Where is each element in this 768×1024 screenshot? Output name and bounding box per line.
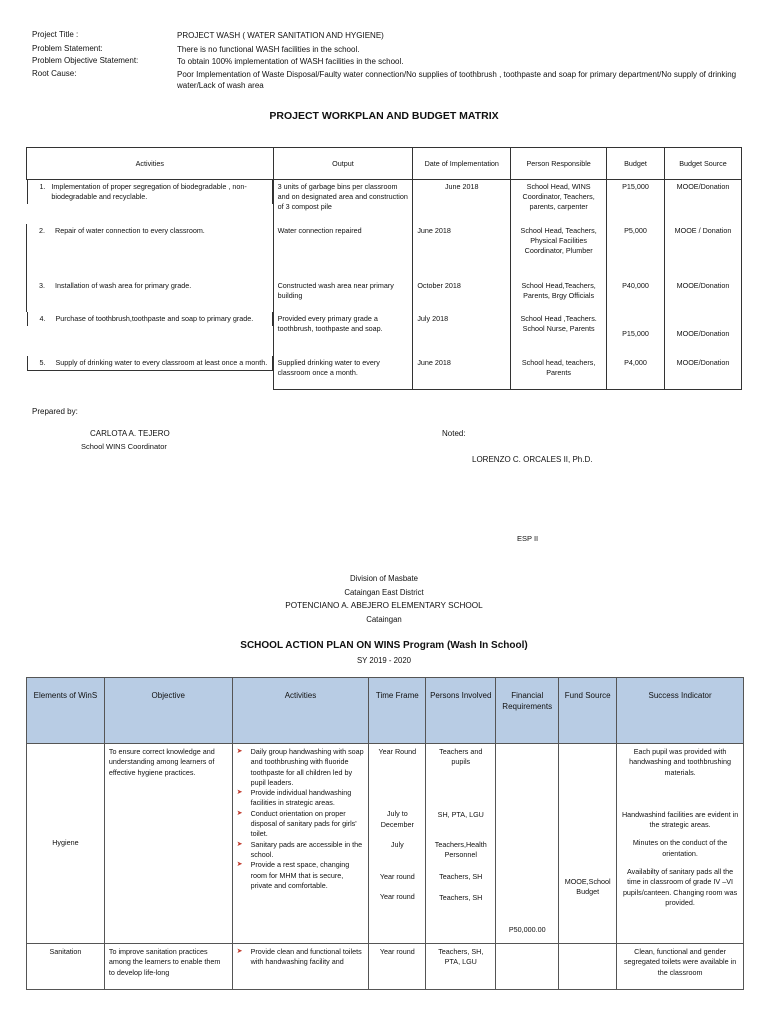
objective-statement-value: To obtain 100% implementation of WASH facilities in the school. [177, 57, 404, 66]
activity-text: Provide a rest space, changing room for MHM that is secure, private and comfortable. [250, 860, 350, 890]
hygiene-row [27, 744, 744, 944]
prepared-by-label: Prepared by: [32, 407, 78, 416]
budget-cell: P15,000 [607, 312, 665, 356]
activity-text: Supply of drinking water to every classroom at least once a month. [55, 357, 268, 367]
output-cell: Constructed wash area near primary building [273, 279, 413, 312]
district-line: Cataingan East District [344, 588, 424, 597]
financial-cell [496, 944, 559, 990]
row-number: 2. [39, 225, 45, 235]
budget-cell: P5,000 [607, 224, 665, 279]
date-cell: June 2018 [413, 356, 511, 390]
activity-text: Installation of wash area for primary grade. [55, 280, 192, 290]
preparer-name: CARLOTA A. TEJERO [90, 429, 170, 438]
indicator: Minutes on the conduct of the orientation. [632, 838, 728, 858]
output-cell: 3 units of garbage bins per classroom and on designated area and construction of 3 compost pile [273, 180, 413, 224]
date-cell: June 2018 [413, 224, 511, 279]
date-cell: July 2018 [413, 312, 511, 356]
col-activities: Activities [27, 148, 274, 180]
fund-source-cell [559, 944, 617, 990]
list-item [237, 947, 365, 968]
persons: Teachers,Health Personnel [434, 839, 487, 860]
noter-role: ESP II [517, 534, 539, 543]
time-frame-cell: Year round [369, 944, 426, 990]
col-date: Date of Implementation [413, 148, 511, 180]
date-cell: June 2018 [413, 180, 511, 224]
activity-cell [27, 356, 273, 371]
activity-text: Conduct orientation on proper disposal of sanitary pads for girls' toilet. [250, 808, 357, 839]
time-frame: July to December [380, 809, 414, 829]
time-frame: Year round [379, 872, 415, 882]
sanitation-row [27, 944, 744, 990]
col-activities: Activities [232, 678, 369, 744]
time-frame: Year Round [378, 747, 417, 756]
project-title-label: Project Title : [32, 30, 79, 39]
activity-text: Purchase of toothbrush,toothpaste and soap to primary grade. [55, 313, 254, 323]
activity-text: Implementation of proper segregation of biodegradable , non-biodegradable and recyclable. [51, 182, 247, 201]
budget-cell: P4,000 [607, 356, 665, 390]
persons-cell [426, 744, 496, 944]
project-title-value: PROJECT WASH ( WATER SANITATION AND HYGIENE) [177, 31, 384, 40]
workplan-title: PROJECT WORKPLAN AND BUDGET MATRIX [269, 110, 499, 122]
table-row [27, 180, 742, 224]
division-line: Division of Masbate [349, 574, 419, 583]
col-objective: Objective [104, 678, 232, 744]
col-output: Output [273, 148, 413, 180]
activity-cell [27, 224, 274, 279]
list-item [237, 788, 365, 809]
problem-statement-label: Problem Statement: [32, 44, 103, 53]
col-fund-source: Fund Source [559, 678, 617, 744]
activity-cell [27, 279, 274, 312]
problem-statement-value: There is no functional WASH facilities in the school. [177, 45, 360, 54]
date-cell: October 2018 [413, 279, 511, 312]
budget-cell: P40,000 [607, 279, 665, 312]
time-frame-cell [369, 744, 426, 944]
indicator-cell [617, 744, 744, 944]
source-cell: MOOE / Donation [665, 224, 742, 279]
action-plan-header-row [27, 678, 744, 744]
col-success-indicator: Success Indicator [617, 678, 744, 744]
source-cell: MOOE/Donation [665, 356, 742, 390]
activity-text: Provide clean and functional toilets with handwashing facility and [250, 947, 362, 967]
fund-source-cell: MOOE,School Budget [559, 744, 617, 944]
activity-text: Provide individual handwashing facilities in strategic areas. [250, 788, 352, 808]
person-cell: School head, teachers, Parents [511, 356, 607, 390]
activity-cell [27, 180, 273, 204]
indicator: Handwashind facilities are evident in the strategic areas. [621, 809, 739, 830]
indicator: Availabilty of sanitary pads all the time in classroom of grade IV –VI pupils/canteen. Changing room was provided. [622, 867, 738, 907]
col-budget: Budget [607, 148, 665, 180]
objective-cell: To improve sanitation practices among the learners to enable them to develop life-long [104, 944, 232, 990]
bullet-icon: ➤ [236, 861, 243, 869]
col-financial: Financial Requirements [496, 678, 559, 744]
source-cell: MOOE/Donation [665, 180, 742, 224]
col-time-frame: Time Frame [369, 678, 426, 744]
objective-cell: To ensure correct knowledge and understanding among learners of effective hygiene practices. [104, 744, 232, 944]
table-row [27, 279, 742, 312]
time-frame: July [390, 839, 404, 849]
col-persons: Persons Involved [426, 678, 496, 744]
source-cell: MOOE/Donation [665, 279, 742, 312]
bullet-icon: ➤ [236, 748, 243, 755]
row-number: 5. [39, 357, 46, 367]
activity-cell [27, 312, 273, 326]
persons: Teachers, SH [439, 892, 483, 902]
root-cause-label: Root Cause: [32, 69, 77, 78]
row-number: 3. [39, 280, 45, 290]
activities-cell [232, 944, 369, 990]
person-cell: School Head, WINS Coordinator, Teachers, parents, carpenter [511, 180, 607, 224]
activity-text: Sanitary pads are accessible in the school. [250, 839, 363, 859]
financial-cell: P50,000.00 [496, 744, 559, 944]
row-number: 4. [39, 313, 46, 323]
activity-text: Repair of water connection to every classroom. [55, 225, 205, 235]
col-person: Person Responsible [511, 148, 607, 180]
persons-cell: Teachers, SH, PTA, LGU [426, 944, 496, 990]
list-item [237, 860, 365, 891]
table-row [27, 356, 742, 390]
list-item [237, 840, 365, 861]
col-budget-source: Budget Source [665, 148, 742, 180]
time-frame: Year round [379, 892, 415, 902]
output-cell: Provided every primary grade a toothbrush, toothpaste and soap. [273, 312, 413, 356]
budget-cell: P15,000 [607, 180, 665, 224]
action-plan-table [26, 677, 744, 990]
objective-statement-label: Problem Objective Statement: [32, 56, 139, 65]
bullet-icon: ➤ [236, 789, 243, 797]
element-cell: Sanitation [27, 944, 105, 990]
person-cell: School Head ,Teachers. School Nurse, Parents [511, 312, 607, 356]
noted-label: Noted: [442, 429, 466, 438]
table-row [27, 312, 742, 356]
noter-name: LORENZO C. ORCALES II, Ph.D. [472, 455, 593, 464]
action-plan-title: SCHOOL ACTION PLAN ON WINS Program (Wash In School) [240, 640, 528, 651]
persons: Teachers and pupils [439, 747, 483, 767]
root-cause-value: Poor Implementation of Waste Disposal/Faulty water connection/No supplies of toothbrush , toothpaste and soap for primary department/No supply of drinking water/Lack of wash area [177, 70, 737, 90]
indicator-cell: Clean, functional and gender segregated toilets were available in the classroom [617, 944, 744, 990]
output-cell: Supplied drinking water to every classroom once a month. [273, 356, 413, 390]
persons: SH, PTA, LGU [437, 809, 484, 819]
bullet-icon: ➤ [236, 948, 243, 955]
preparer-role: School WINS Coordinator [81, 442, 167, 451]
element-cell: Hygiene [27, 744, 105, 944]
activity-text: Daily group handwashing with soap and toothbrushing with fluoride toothpaste for all children led by pupil leaders. [250, 747, 364, 787]
col-elements: Elements of WinS [27, 678, 105, 744]
indicator: Each pupil was provided with handwashing and toothbrushing materials. [629, 747, 732, 777]
list-item [237, 747, 365, 788]
town-line: Cataingan [366, 615, 402, 624]
person-cell: School Head, Teachers, Physical Facilities Coordinator, Plumber [511, 224, 607, 279]
bullet-icon: ➤ [236, 809, 243, 817]
source-cell: MOOE/Donation [665, 312, 742, 356]
workplan-table [26, 147, 742, 390]
bullet-icon: ➤ [236, 840, 243, 848]
school-year: SY 2019 - 2020 [356, 656, 412, 665]
row-number: 1. [39, 182, 46, 191]
activities-cell [232, 744, 369, 944]
school-name: POTENCIANO A. ABEJERO ELEMENTARY SCHOOL [285, 601, 483, 610]
persons: Teachers, SH [439, 872, 483, 882]
list-item [237, 809, 365, 840]
workplan-header-row [27, 148, 742, 180]
table-row [27, 224, 742, 279]
person-cell: School Head,Teachers, Parents, Brgy Officials [511, 279, 607, 312]
output-cell: Water connection repaired [273, 224, 413, 279]
